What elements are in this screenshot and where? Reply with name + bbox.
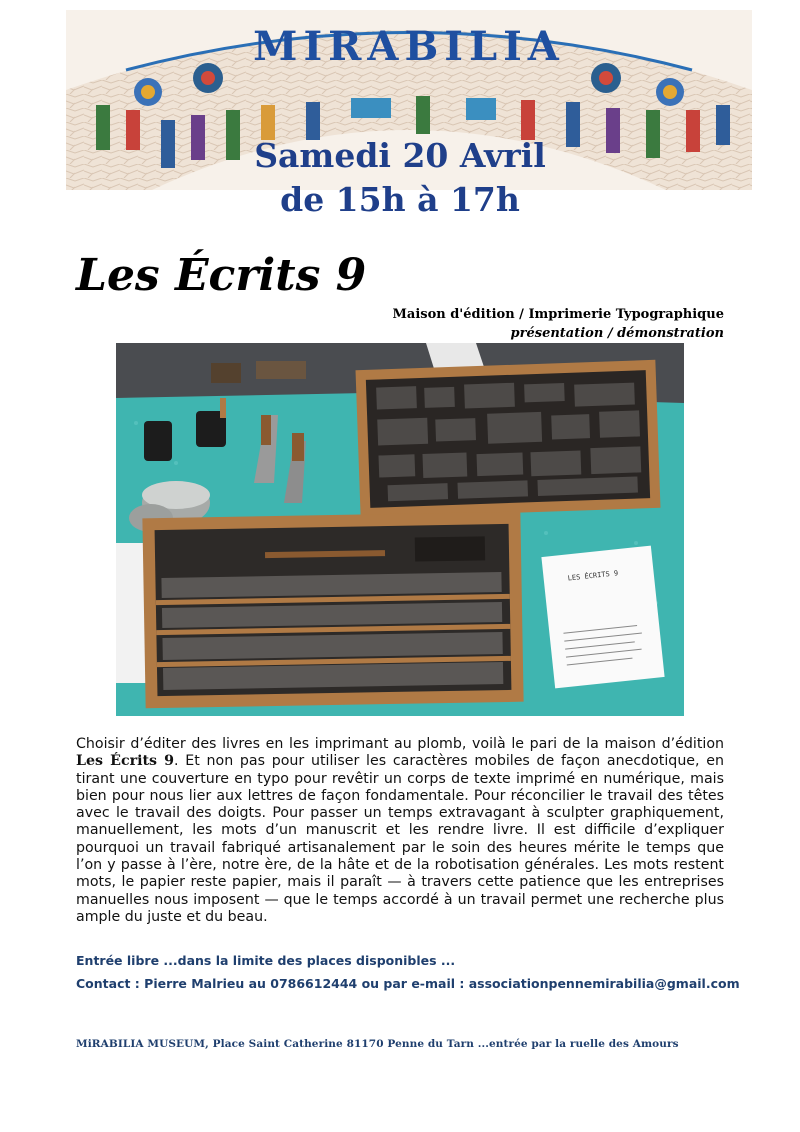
description-part2: . Et non pas pour utiliser les caractères mobiles de façon anecdotique, en tirant une couverture en typo pour revêtir un corps de texte imprimé en numérique, mais bien pour nous lier aux lettres de façon fondamentale. Pour réconcilier le travail des têtes avec le travail des doigts. Pour passer un temps extravagant à sculpter graphiquement, manuellement, les mots d’un manuscrit et les rendre livre. Il est difficile d’expliquer pourquoi un travail fabriqué artisanalement par le soin des heures mérite le temps que l’on y passe à l’ère, notre ère, de la hâte et de la robotisation générales. Les mots restent mots, le papier reste papier, mais il paraît — à travers cette patience que les entreprises manuelles nous imposent — que le temps accordé à un travail permet une recherche plus ample du juste et du beau.: [76, 753, 724, 925]
entry-info: Entrée libre ...dans la limite des places disponibles ...: [76, 953, 456, 968]
subtitle-line1: Maison d'édition / Imprimerie Typographique: [392, 307, 724, 322]
footer-address: MiRABILIA MUSEUM, Place Saint Catherine 81170 Penne du Tarn ...entrée par la ruelle des Amours: [76, 1038, 679, 1050]
subtitle-line2: présentation / démonstration: [510, 326, 724, 341]
event-date: Samedi 20 Avril: [254, 136, 546, 175]
contact-info: Contact : Pierre Malrieu au 0786612444 ou par e-mail : associationpennemirabilia@gmail.com: [76, 976, 740, 991]
description-paragraph: [76, 736, 724, 926]
event-time: de 15h à 17h: [280, 180, 520, 219]
card-text: LES ÉCRITS 9: [567, 569, 619, 583]
logo-text: MIRABILIA: [253, 23, 565, 70]
description-part1: Choisir d’éditer des livres en les imprimant au plomb, voilà le pari de la maison d’édition: [76, 736, 724, 752]
page-title: Les Écrits 9: [76, 250, 367, 301]
publisher-name: Les Écrits 9: [76, 753, 175, 770]
letterpress-photo: [116, 343, 684, 716]
